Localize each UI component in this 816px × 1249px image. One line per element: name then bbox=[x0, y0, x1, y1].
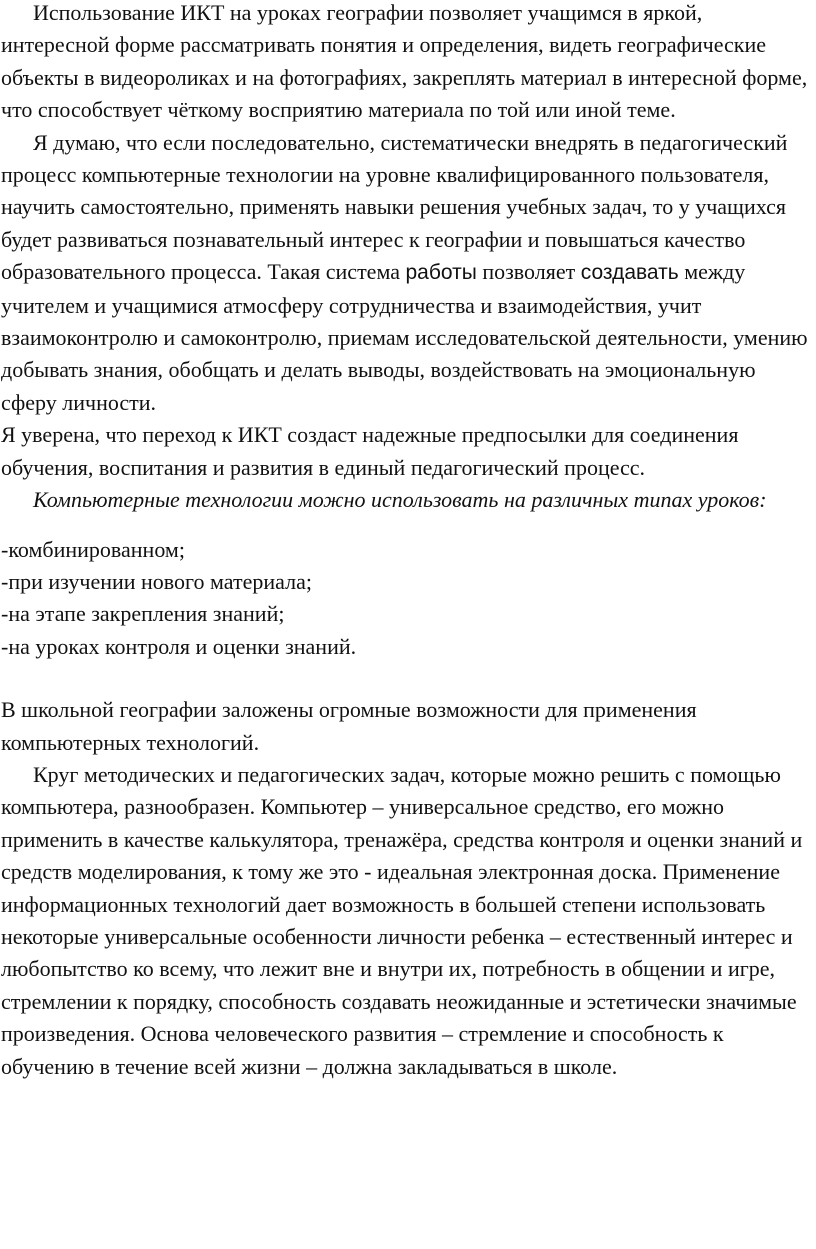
list-item: -на уроках контроля и оценки знаний. bbox=[1, 633, 357, 659]
word-sozdavat: создавать bbox=[580, 261, 679, 285]
paragraph-school-geography: В школьной географии заложены огромные возможности для применения компьютерных технологий. bbox=[1, 697, 697, 755]
paragraph-text: между учителем и учащимися атмосферу сотрудничества и взаимодействия, учит взаимоконтролю и самоконтролю, приемам исследовательской деятельности, умению добывать знания, обобщать и делать выводы, воздействовать на эмоциональную сферу личности. bbox=[1, 259, 808, 415]
list-item: -на этапе закрепления знаний; bbox=[1, 601, 285, 627]
paragraph-ikt-benefits: Использование ИКТ на уроках географии позволяет учащимся в яркой, интересной форме рассматривать понятия и определения, видеть географические объекты в видеороликах и на фотографиях, закреплять материал в интересной форме, что способствует чёткому восприятию материала по той или иной теме. bbox=[1, 0, 808, 123]
paragraph-text: позволяет bbox=[476, 259, 581, 285]
paragraph-lesson-types-heading: Компьютерные технологии можно использовать на различных типах уроков: bbox=[33, 487, 767, 513]
paragraph-text: Я думаю, что если последовательно, систематически внедрять в педагогический процесс компьютерные технологии на уровне квалифицированного пользователя, научить самостоятельно, применять навыки решения учебных задач, то у учащихся будет развиваться познавательный интерес к географии и повышаться качество образовательного процесса. Такая система bbox=[1, 129, 788, 285]
list-item: -при изучении нового материала; bbox=[1, 568, 312, 594]
paragraph-computer-technologies bbox=[1, 127, 808, 420]
list-item: -комбинированном; bbox=[1, 536, 185, 562]
word-raboty: работы bbox=[405, 261, 477, 285]
paragraph-ikt-prerequisites: Я уверена, что переход к ИКТ создаст надежные предпосылки для соединения обучения, воспитания и развития в единый педагогический процесс. bbox=[1, 422, 739, 480]
lesson-types-list bbox=[1, 534, 808, 664]
paragraph-methodical-tasks: Круг методических и педагогических задач, которые можно решить с помощью компьютера, разнообразен. Компьютер – универсальное средство, его можно применить в качестве калькулятора, тренажёра, средства контроля и оценки знаний и средств моделирования, к тому же это - идеальная электронная доска. Применение информационных технологий дает возможность в большей степени использовать некоторые универсальные особенности личности ребенка – естественный интерес и любопытство ко всему, что лежит вне и внутри их, потребность в общении и игре, стремлении к порядку, способность создавать неожиданные и эстетически значимые произведения. Основа человеческого развития – стремление и способность к обучению в течение всей жизни – должна закладываться в школе. bbox=[1, 761, 803, 1079]
